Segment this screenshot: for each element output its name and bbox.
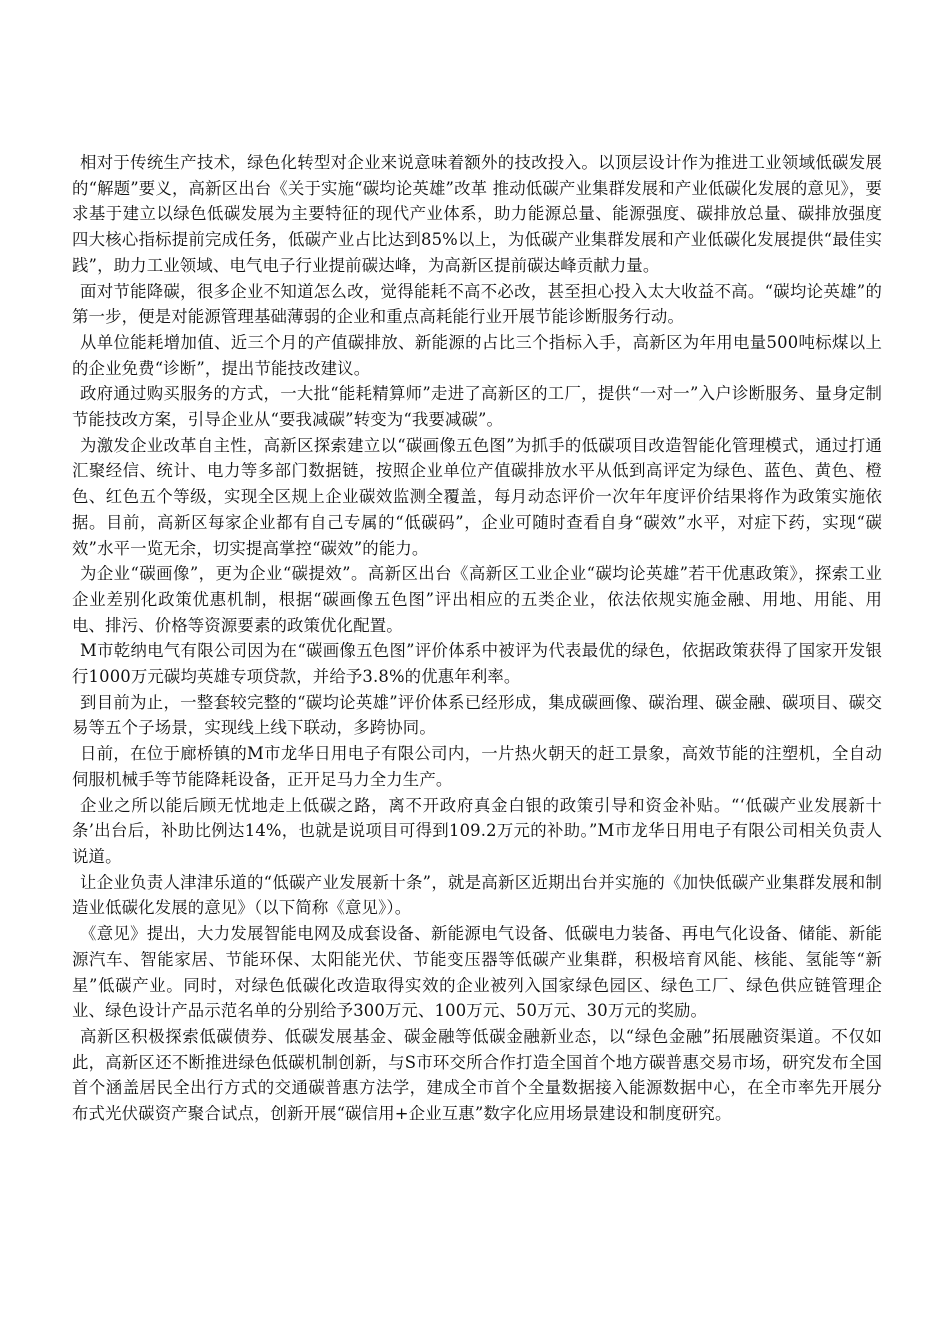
paragraph-13: 高新区积极探索低碳债券、低碳发展基金、碳金融等低碳金融新业态，以“绿色金融”拓展融资渠道。不仅如此，高新区还不断推进绿色低碳机制创新，与S市环交所合作打造全国首个地方碳普惠交易市场，研究发布全国首个涵盖居民全出行方式的交通碳普惠方法学，建成全市首个全量数据接入能源数据中心，在全市率先开展分布式光伏碳资产聚合试点，创新开展“碳信用+企业互惠”数字化应用场景建设和制度研究。 — [72, 1026, 882, 1124]
paragraph-2: 面对节能降碳，很多企业不知道怎么改，觉得能耗不高不必改，甚至担心投入太大收益不高。“碳均论英雄”的第一步，便是对能源管理基础薄弱的企业和重点高耗能行业开展节能诊断服务行动。 — [72, 281, 882, 327]
paragraph-6: 为企业“碳画像”，更为企业“碳提效”。高新区出台《高新区工业企业“碳均论英雄”若干优惠政策》，探索工业企业差别化政策优惠机制，根据“碳画像五色图”评出相应的五类企业，依法依规实施金融、用地、用能、用电、排污、价格等资源要素的政策优化配置。 — [72, 564, 882, 635]
paragraph-8: 到目前为止，一整套较完整的“碳均论英雄”评价体系已经形成，集成碳画像、碳治理、碳金融、碳项目、碳交易等五个子场景，实现线上线下联动，多跨协同。 — [72, 692, 882, 738]
paragraph-9: 日前，在位于廊桥镇的M市龙华日用电子有限公司内，一片热火朝天的赶工景象，高效节能的注塑机，全自动伺服机械手等节能降耗设备，正开足马力全力生产。 — [72, 744, 882, 789]
paragraph-10: 企业之所以能后顾无忧地走上低碳之路，离不开政府真金白银的政策引导和资金补贴。“‘低碳产业发展新十条’出台后，补助比例达14%，也就是说项目可得到109.2万元的补助。”M市龙华日用电子有限公司相关负责人说道。 — [72, 795, 882, 866]
paragraph-7: M市乾纳电气有限公司因为在“碳画像五色图”评价体系中被评为代表最优的绿色，依据政策获得了国家开发银行1000万元碳均英雄专项贷款，并给予3.8%的优惠年利率。 — [72, 641, 882, 687]
document-body — [72, 150, 882, 1127]
paragraph-11: 让企业负责人津津乐道的“低碳产业发展新十条”，就是高新区近期出台并实施的《加快低碳产业集群发展和制造业低碳化发展的意见》（以下简称《意见》）。 — [72, 872, 882, 918]
paragraph-1: 相对于传统生产技术，绿色化转型对企业来说意味着额外的技改投入。以顶层设计作为推进工业领域低碳发展的“解题”要义，高新区出台《关于实施“碳均论英雄”改革 推动低碳产业集群发展和产业低碳化发展的意见》，要求基于建立以绿色低碳发展为主要特征的现代产业体系，助力能源总量、能源强度、碳排放总量、碳排放强度四大核心指标提前完成任务，低碳产业占比达到85%以上，为低碳产业集群发展和产业低碳化发展提供“最佳实践”，助力工业领域、电气电子行业提前碳达峰，为高新区提前碳达峰贡献力量。 — [72, 153, 882, 275]
paragraph-3: 从单位能耗增加值、近三个月的产值碳排放、新能源的占比三个指标入手，高新区为年用电量500吨标煤以上的企业免费“诊断”，提出节能技改建议。 — [72, 332, 882, 378]
paragraph-5: 为激发企业改革自主性，高新区探索建立以“碳画像五色图”为抓手的低碳项目改造智能化管理模式，通过打通汇聚经信、统计、电力等多部门数据链，按照企业单位产值碳排放水平从低到高评定为绿色、蓝色、黄色、橙色、红色五个等级，实现全区规上企业碳效监测全覆盖，每月动态评价一次年年度评价结果将作为政策实施依据。目前，高新区每家企业都有自己专属的“低碳码”，企业可随时查看自身“碳效”水平，对症下药，实现“碳效”水平一览无余，切实提高掌控“碳效”的能力。 — [72, 435, 882, 558]
paragraph-12: 《意见》提出，大力发展智能电网及成套设备、新能源电气设备、低碳电力装备、再电气化设备、储能、新能源汽车、智能家居、节能环保、太阳能光伏、节能变压器等低碳产业集群，积极培育风能、核能、氢能等“新星”低碳产业。同时，对绿色低碳化改造取得实效的企业被列入国家绿色园区、绿色工厂、绿色供应链管理企业、绿色设计产品示范名单的分别给予300万元、100万元、50万元、30万元的奖励。 — [72, 924, 882, 1021]
paragraph-4: 政府通过购买服务的方式，一大批“能耗精算师”走进了高新区的工厂，提供“一对一”入户诊断服务、量身定制节能技改方案，引导企业从“要我减碳”转变为“我要减碳”。 — [72, 384, 882, 430]
